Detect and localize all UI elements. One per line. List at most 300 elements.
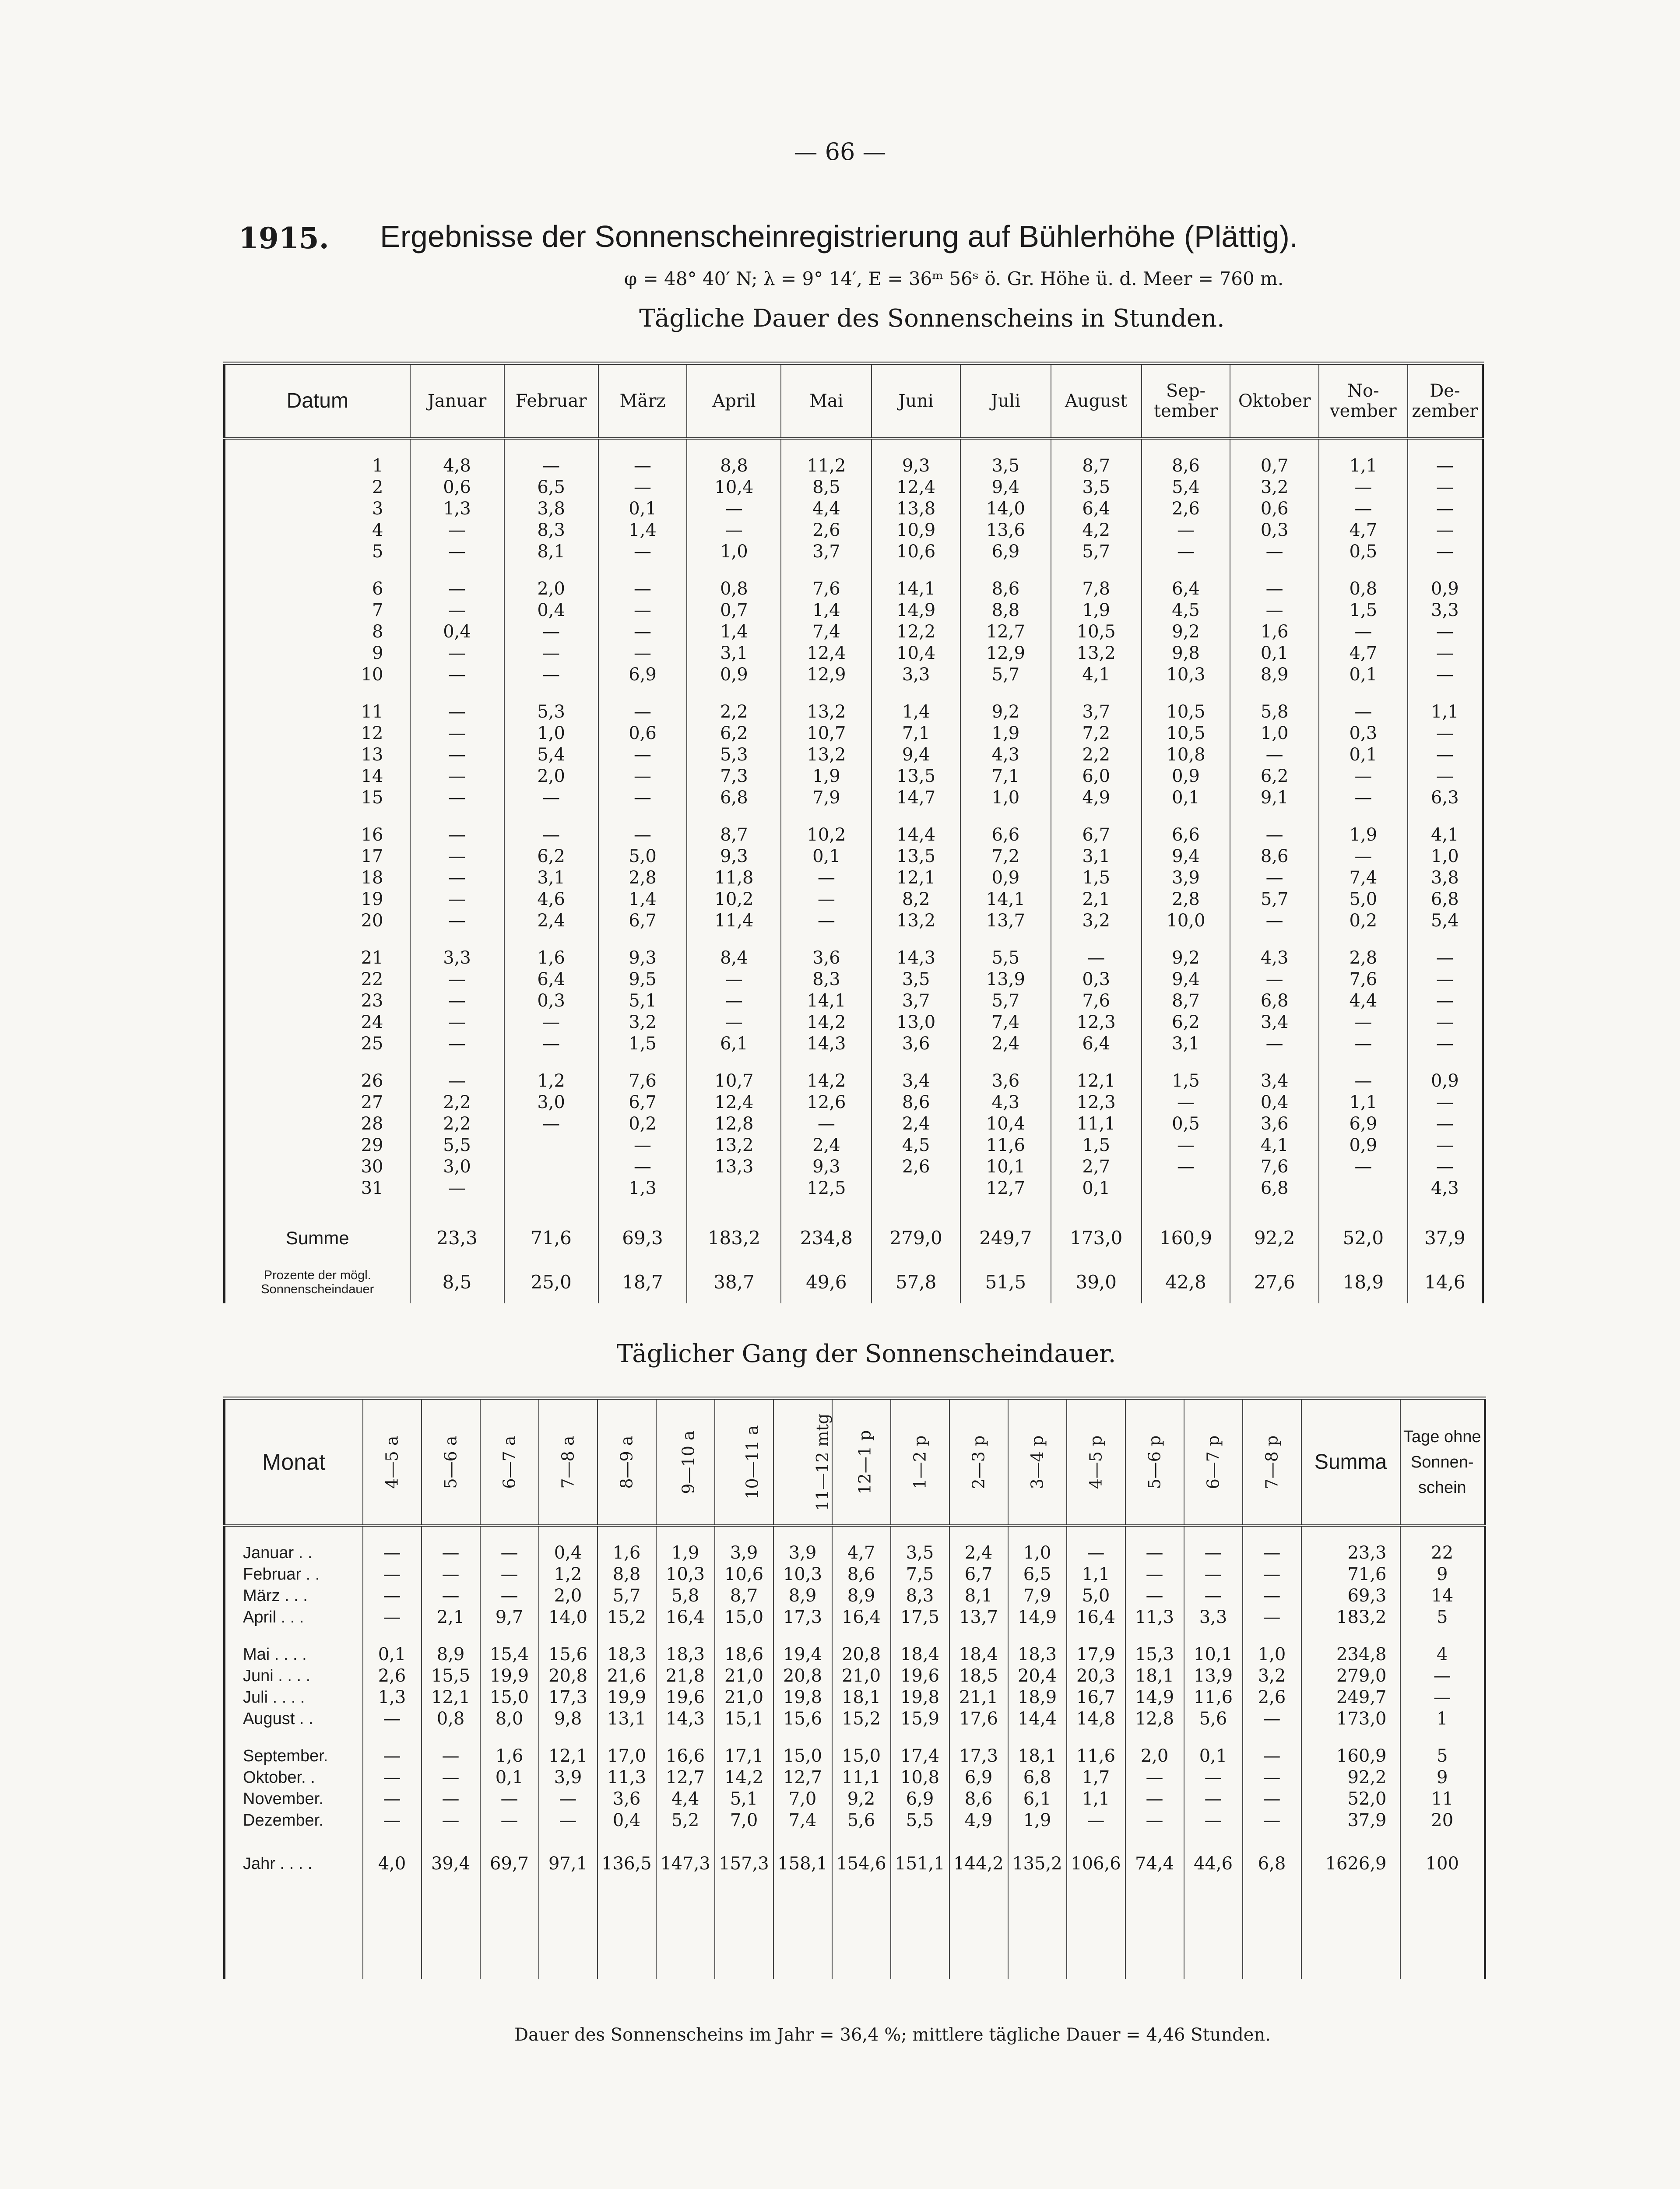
sunshine-hours-cell: 1,0	[1230, 723, 1319, 744]
hourly-value-cell: —	[363, 1585, 422, 1607]
sunshine-hours-cell: 6,7	[598, 910, 687, 932]
sunshine-hours-cell: 0,9	[1408, 1070, 1483, 1092]
sunshine-hours-cell: 7,6	[1230, 1156, 1319, 1178]
sunshine-hours-cell: 8,8	[960, 600, 1051, 621]
spacer-cell	[656, 1880, 715, 1979]
spacer-cell	[539, 1831, 597, 1847]
hourly-value-cell: 8,1	[949, 1585, 1008, 1607]
hourly-value-cell: 13,9	[1184, 1665, 1243, 1687]
column-header-hour	[1243, 1398, 1301, 1526]
sunshine-hours-cell: 3,4	[872, 1070, 960, 1092]
sunshine-hours-cell: 4,3	[1230, 947, 1319, 969]
hourly-value-cell: 4,7	[832, 1542, 891, 1564]
sunshine-hours-cell: 12,7	[960, 621, 1051, 643]
spacer-cell	[225, 932, 410, 947]
sunshine-hours-cell: 13,6	[960, 520, 1051, 541]
hourly-value-cell: 5,2	[656, 1810, 715, 1831]
column-header-month: Sep- tember	[1142, 363, 1230, 439]
spacer-cell	[960, 932, 1051, 947]
hourly-value-cell: 0,4	[539, 1542, 597, 1564]
sunshine-hours-cell: 5,3	[687, 744, 781, 766]
sunshine-hours-cell: 8,8	[687, 455, 781, 477]
spacer-cell	[715, 1526, 773, 1543]
sunshine-hours-cell: —	[1142, 520, 1230, 541]
sunshine-hours-cell: —	[781, 1113, 872, 1135]
sunshine-hours-cell: —	[1319, 1156, 1408, 1178]
hourly-value-cell: —	[480, 1542, 539, 1564]
spacer-cell	[832, 1628, 891, 1644]
spacer-cell	[773, 1880, 832, 1979]
sunshine-hours-cell: 8,9	[1230, 664, 1319, 686]
spacer-cell	[1319, 809, 1408, 824]
sunshine-hours-cell: 0,1	[1230, 643, 1319, 664]
sunshine-hours-cell: —	[1408, 520, 1483, 541]
year-cell: 154,6	[832, 1847, 891, 1880]
sunshine-hours-cell: 0,9	[687, 664, 781, 686]
sunshine-hours-cell: 7,9	[781, 787, 872, 809]
spacer-cell	[597, 1730, 656, 1746]
spacer-row	[225, 439, 1483, 456]
sunshine-hours-cell: 6,7	[598, 1092, 687, 1113]
sunshine-hours-cell: —	[410, 787, 504, 809]
month-row	[225, 1767, 1485, 1788]
sunshine-hours-cell: 2,6	[781, 520, 872, 541]
hourly-value-cell: —	[1400, 1687, 1485, 1708]
sunshine-hours-cell: 9,4	[1142, 846, 1230, 867]
hour-label: 8—9 a	[617, 1435, 636, 1489]
hourly-value-cell: 1,9	[1008, 1810, 1067, 1831]
column-header-month: Juni	[872, 363, 960, 439]
sunshine-hours-cell: 5,4	[504, 744, 598, 766]
row-label: Juli . . . .	[225, 1687, 363, 1708]
sunshine-hours-cell: —	[410, 1012, 504, 1033]
day-row	[225, 787, 1483, 809]
sunshine-hours-cell: 4,5	[872, 1135, 960, 1156]
header-year: 1915.	[239, 221, 329, 255]
sunshine-hours-cell: —	[410, 541, 504, 563]
sunshine-hours-cell: 2,4	[960, 1033, 1051, 1055]
sunshine-hours-cell: —	[1319, 701, 1408, 723]
spacer-row	[225, 1730, 1485, 1746]
spacer-cell	[891, 1526, 949, 1543]
hourly-value-cell: —	[1243, 1708, 1301, 1730]
sunshine-hours-cell: —	[1230, 578, 1319, 600]
hourly-value-cell: 1,9	[656, 1542, 715, 1564]
hourly-value-cell: 16,4	[1067, 1607, 1125, 1628]
spacer-cell	[1051, 439, 1142, 456]
sunshine-hours-cell: 6,4	[1051, 498, 1142, 520]
day-row	[225, 1033, 1483, 1055]
sunshine-hours-cell: —	[1408, 541, 1483, 563]
day-row	[225, 969, 1483, 990]
sunshine-hours-cell: 14,7	[872, 787, 960, 809]
spacer-cell	[504, 439, 598, 456]
hourly-value-cell: 6,9	[891, 1788, 949, 1810]
spacer-cell	[960, 809, 1051, 824]
hourly-value-cell: 19,6	[656, 1687, 715, 1708]
spacer-cell	[480, 1880, 539, 1979]
sunshine-hours-cell: —	[1142, 541, 1230, 563]
sunshine-hours-cell: 0,7	[1230, 455, 1319, 477]
sunshine-hours-cell: 4,2	[1051, 520, 1142, 541]
row-label: März . . .	[225, 1585, 363, 1607]
sunshine-hours-cell: 3,1	[1051, 846, 1142, 867]
sunshine-hours-cell: 1,0	[504, 723, 598, 744]
sum-cell: 92,2	[1230, 1215, 1319, 1261]
sunshine-hours-cell: 0,3	[1230, 520, 1319, 541]
sunshine-hours-cell: 14,3	[872, 947, 960, 969]
footer-note: Dauer des Sonnenscheins im Jahr = 36,4 %; mittlere tägliche Dauer = 4,46 Stunden.	[514, 2025, 1271, 2045]
hourly-value-cell: 1,7	[1067, 1767, 1125, 1788]
spacer-cell	[598, 1055, 687, 1070]
hourly-value-cell: 2,6	[363, 1665, 422, 1687]
spacer-cell	[1408, 932, 1483, 947]
sunshine-hours-cell: 7,8	[1051, 578, 1142, 600]
sunshine-hours-cell	[1142, 1178, 1230, 1199]
spacer-cell	[1301, 1628, 1400, 1644]
sunshine-hours-cell: 4,8	[410, 455, 504, 477]
sunshine-hours-cell: 5,7	[960, 990, 1051, 1012]
hourly-value-cell: 20,8	[773, 1665, 832, 1687]
sunshine-hours-cell: 11,2	[781, 455, 872, 477]
sunshine-hours-cell: 12,7	[960, 1178, 1051, 1199]
hourly-value-cell: 21,6	[597, 1665, 656, 1687]
sunshine-hours-cell: —	[1408, 455, 1483, 477]
hourly-value-cell: 92,2	[1301, 1767, 1400, 1788]
hourly-value-cell: 12,7	[656, 1767, 715, 1788]
sunshine-hours-cell: 4,7	[1319, 520, 1408, 541]
sunshine-hours-cell: —	[504, 1012, 598, 1033]
spacer-cell	[410, 1199, 504, 1215]
sunshine-hours-cell: 6,9	[1319, 1113, 1408, 1135]
hourly-value-cell: 9,7	[480, 1607, 539, 1628]
percent-cell: 57,8	[872, 1261, 960, 1303]
spacer-cell	[1184, 1730, 1243, 1746]
sunshine-hours-cell: —	[1230, 910, 1319, 932]
spacer-cell	[687, 439, 781, 456]
hourly-value-cell: —	[422, 1810, 480, 1831]
hourly-value-cell: 16,7	[1067, 1687, 1125, 1708]
hourly-value-cell: 17,1	[715, 1746, 773, 1767]
hourly-value-cell: 3,3	[1184, 1607, 1243, 1628]
sunshine-hours-cell: 11,4	[687, 910, 781, 932]
spacer-cell	[1142, 1055, 1230, 1070]
hourly-value-cell: 16,4	[832, 1607, 891, 1628]
hourly-value-cell: 3,9	[773, 1542, 832, 1564]
row-label: 26	[225, 1070, 410, 1092]
spacer-cell	[1319, 686, 1408, 701]
sunshine-hours-cell: —	[504, 787, 598, 809]
sunshine-hours-cell: 1,5	[1319, 600, 1408, 621]
spacer-cell	[1230, 686, 1319, 701]
hourly-value-cell: 15,0	[773, 1746, 832, 1767]
hourly-value-cell: 15,2	[832, 1708, 891, 1730]
hourly-value-cell: 4	[1400, 1644, 1485, 1665]
sunshine-hours-cell: —	[410, 867, 504, 889]
hourly-value-cell: 18,1	[1008, 1746, 1067, 1767]
sunshine-hours-cell: —	[1319, 1012, 1408, 1033]
hourly-value-cell: —	[363, 1810, 422, 1831]
spacer-cell	[1008, 1628, 1067, 1644]
year-cell: 106,6	[1067, 1847, 1125, 1880]
spacer-cell	[539, 1628, 597, 1644]
sunshine-hours-cell: 3,0	[410, 1156, 504, 1178]
spacer-cell	[225, 1628, 363, 1644]
sum-cell: 52,0	[1319, 1215, 1408, 1261]
hourly-value-cell: 249,7	[1301, 1687, 1400, 1708]
spacer-cell	[891, 1628, 949, 1644]
spacer-cell	[598, 932, 687, 947]
hourly-value-cell: 22	[1400, 1542, 1485, 1564]
sunshine-hours-cell: —	[687, 969, 781, 990]
sunshine-hours-cell: 4,3	[960, 744, 1051, 766]
hourly-value-cell: 12,7	[773, 1767, 832, 1788]
year-row	[225, 1847, 1485, 1880]
hourly-value-cell: 1,2	[539, 1564, 597, 1585]
sum-cell: 279,0	[872, 1215, 960, 1261]
sunshine-hours-cell: 0,5	[1142, 1113, 1230, 1135]
sunshine-hours-cell: —	[1408, 1092, 1483, 1113]
hourly-value-cell: 11,3	[597, 1767, 656, 1788]
sunshine-hours-cell: —	[687, 1012, 781, 1033]
sunshine-hours-cell: —	[598, 701, 687, 723]
spacer-cell	[1408, 563, 1483, 578]
sunshine-hours-cell: 1,0	[1408, 846, 1483, 867]
month-row	[225, 1607, 1485, 1628]
row-label: 27	[225, 1092, 410, 1113]
hourly-value-cell: 9	[1400, 1564, 1485, 1585]
spacer-row	[225, 932, 1483, 947]
hourly-value-cell: 10,3	[656, 1564, 715, 1585]
hourly-value-cell: 20,8	[539, 1665, 597, 1687]
sunshine-hours-cell: 6,8	[1408, 889, 1483, 910]
sunshine-hours-cell: 3,5	[872, 969, 960, 990]
sunshine-hours-cell: —	[1230, 824, 1319, 846]
table2-header-row	[225, 1398, 1485, 1526]
hourly-value-cell: —	[1243, 1607, 1301, 1628]
column-header-summa: Summa	[1301, 1398, 1400, 1526]
month-row	[225, 1564, 1485, 1585]
spacer-row	[225, 563, 1483, 578]
hourly-value-cell: —	[422, 1788, 480, 1810]
sunshine-hours-cell: —	[598, 541, 687, 563]
sunshine-hours-cell: 2,2	[1051, 744, 1142, 766]
year-cell: 157,3	[715, 1847, 773, 1880]
sunshine-hours-cell: 6,2	[1230, 766, 1319, 787]
spacer-cell	[597, 1880, 656, 1979]
column-header-hour	[656, 1398, 715, 1526]
spacer-cell	[1051, 1199, 1142, 1215]
spacer-cell	[410, 439, 504, 456]
hourly-value-cell: 14,4	[1008, 1708, 1067, 1730]
year-cell: 144,2	[949, 1847, 1008, 1880]
sunshine-hours-cell: 3,3	[872, 664, 960, 686]
hourly-value-cell: 21,8	[656, 1665, 715, 1687]
day-row	[225, 867, 1483, 889]
month-row	[225, 1585, 1485, 1607]
spacer-cell	[872, 1199, 960, 1215]
spacer-cell	[1142, 686, 1230, 701]
sunshine-hours-cell: 8,3	[504, 520, 598, 541]
hourly-value-cell: 69,3	[1301, 1585, 1400, 1607]
sunshine-hours-cell: —	[410, 910, 504, 932]
column-header-hour	[480, 1398, 539, 1526]
sunshine-hours-cell: —	[1142, 1092, 1230, 1113]
hourly-value-cell: —	[539, 1810, 597, 1831]
hourly-value-cell: 17,4	[891, 1746, 949, 1767]
sunshine-hours-cell: 0,1	[1319, 744, 1408, 766]
day-row	[225, 498, 1483, 520]
column-header-hour	[422, 1398, 480, 1526]
spacer-row	[225, 809, 1483, 824]
sunshine-hours-cell: 6,5	[504, 477, 598, 498]
spacer-cell	[715, 1831, 773, 1847]
hourly-value-cell: 19,8	[891, 1687, 949, 1708]
hourly-value-cell: —	[1243, 1746, 1301, 1767]
hourly-value-cell: 5,6	[832, 1810, 891, 1831]
hourly-value-cell: 6,5	[1008, 1564, 1067, 1585]
spacer-cell	[1067, 1880, 1125, 1979]
spacer-cell	[1230, 563, 1319, 578]
spacer-cell	[363, 1831, 422, 1847]
column-header-days-without-sun: Tage ohne Sonnen-schein	[1400, 1398, 1485, 1526]
hour-label: 4—5 p	[1086, 1435, 1106, 1489]
hour-label: 2—3 p	[969, 1435, 988, 1489]
hourly-value-cell: 7,4	[773, 1810, 832, 1831]
sunshine-hours-cell: 12,4	[872, 477, 960, 498]
hourly-value-cell: —	[1125, 1788, 1184, 1810]
hourly-value-cell: 5	[1400, 1607, 1485, 1628]
sunshine-hours-cell: 1,1	[1319, 455, 1408, 477]
sunshine-hours-cell: 8,6	[1142, 455, 1230, 477]
spacer-cell	[1125, 1831, 1184, 1847]
sunshine-hours-cell: 1,4	[598, 889, 687, 910]
sunshine-hours-cell: 10,2	[687, 889, 781, 910]
column-header-hour	[715, 1398, 773, 1526]
day-row	[225, 1070, 1483, 1092]
sum-row	[225, 1215, 1483, 1261]
spacer-cell	[773, 1628, 832, 1644]
sunshine-hours-cell: 13,5	[872, 766, 960, 787]
row-label: 25	[225, 1033, 410, 1055]
sunshine-hours-cell: —	[687, 990, 781, 1012]
spacer-cell	[1142, 439, 1230, 456]
sunshine-hours-cell: —	[1319, 1033, 1408, 1055]
sunshine-hours-cell: 3,5	[1051, 477, 1142, 498]
sunshine-hours-cell: 6,2	[504, 846, 598, 867]
sunshine-hours-cell: 12,4	[687, 1092, 781, 1113]
sum-cell: 160,9	[1142, 1215, 1230, 1261]
row-label: 14	[225, 766, 410, 787]
sunshine-hours-cell: 0,3	[1319, 723, 1408, 744]
year-cell: 100	[1400, 1847, 1485, 1880]
hourly-value-cell: 17,5	[891, 1607, 949, 1628]
row-label: Juni . . . .	[225, 1665, 363, 1687]
sunshine-hours-cell: 12,2	[872, 621, 960, 643]
sunshine-hours-cell: —	[1408, 947, 1483, 969]
row-label: 28	[225, 1113, 410, 1135]
percent-cell: 39,0	[1051, 1261, 1142, 1303]
sunshine-hours-cell: 10,5	[1142, 701, 1230, 723]
hourly-value-cell: —	[1243, 1767, 1301, 1788]
spacer-cell	[832, 1880, 891, 1979]
hourly-value-cell: 14,9	[1008, 1607, 1067, 1628]
spacer-cell	[832, 1526, 891, 1543]
sunshine-hours-cell: —	[410, 723, 504, 744]
hourly-value-cell: 3,5	[891, 1542, 949, 1564]
day-row	[225, 701, 1483, 723]
hourly-value-cell: 15,5	[422, 1665, 480, 1687]
hour-label: 7—8 p	[1262, 1435, 1282, 1489]
sunshine-hours-cell: —	[410, 889, 504, 910]
sunshine-hours-cell: 9,3	[598, 947, 687, 969]
hour-label: 9—10 a	[678, 1430, 698, 1494]
spacer-cell	[597, 1628, 656, 1644]
sunshine-hours-cell: 1,4	[781, 600, 872, 621]
sunshine-hours-cell: —	[410, 1178, 504, 1199]
hourly-value-cell: 10,6	[715, 1564, 773, 1585]
day-row	[225, 643, 1483, 664]
hourly-value-cell: —	[363, 1788, 422, 1810]
spacer-cell	[773, 1526, 832, 1543]
sunshine-hours-cell: 2,6	[872, 1156, 960, 1178]
sunshine-hours-cell: 3,8	[1408, 867, 1483, 889]
sunshine-hours-cell: —	[410, 744, 504, 766]
spacer-cell	[225, 1880, 363, 1979]
sunshine-hours-cell: 8,1	[504, 541, 598, 563]
hourly-value-cell: —	[1125, 1767, 1184, 1788]
hourly-value-cell: 18,6	[715, 1644, 773, 1665]
spacer-cell	[363, 1880, 422, 1979]
sunshine-hours-cell: 14,1	[872, 578, 960, 600]
sunshine-hours-cell: 1,9	[781, 766, 872, 787]
spacer-cell	[715, 1880, 773, 1979]
sunshine-hours-cell: 12,9	[781, 664, 872, 686]
spacer-cell	[1243, 1526, 1301, 1543]
sunshine-hours-cell: 7,1	[872, 723, 960, 744]
sunshine-hours-cell: 8,6	[960, 578, 1051, 600]
sunshine-hours-cell: 7,4	[960, 1012, 1051, 1033]
sunshine-hours-cell: 8,5	[781, 477, 872, 498]
column-header-month: April	[687, 363, 781, 439]
spacer-cell	[1319, 932, 1408, 947]
sunshine-hours-cell: —	[1408, 1113, 1483, 1135]
sunshine-hours-cell: —	[1408, 969, 1483, 990]
hourly-value-cell: —	[363, 1708, 422, 1730]
spacer-cell	[687, 1199, 781, 1215]
sunshine-hours-cell: 5,7	[1051, 541, 1142, 563]
sunshine-hours-cell: 10,7	[687, 1070, 781, 1092]
hourly-value-cell: 9,8	[539, 1708, 597, 1730]
hourly-value-cell: 5	[1400, 1746, 1485, 1767]
hourly-value-cell: 173,0	[1301, 1708, 1400, 1730]
spacer-cell	[832, 1730, 891, 1746]
sunshine-hours-cell: —	[410, 766, 504, 787]
table2-caption: Täglicher Gang der Sonnenscheindauer.	[616, 1340, 1116, 1368]
sunshine-hours-cell: 5,7	[960, 664, 1051, 686]
sunshine-hours-cell: 1,5	[598, 1033, 687, 1055]
spacer-cell	[598, 439, 687, 456]
sunshine-hours-cell: 1,5	[1051, 1135, 1142, 1156]
day-row	[225, 824, 1483, 846]
spacer-cell	[225, 1055, 410, 1070]
spacer-cell	[1400, 1628, 1485, 1644]
sunshine-hours-cell: 7,6	[1051, 990, 1142, 1012]
spacer-cell	[1125, 1730, 1184, 1746]
row-label: 4	[225, 520, 410, 541]
page-number: — 66 —	[794, 138, 886, 165]
sunshine-hours-cell: 4,9	[1051, 787, 1142, 809]
